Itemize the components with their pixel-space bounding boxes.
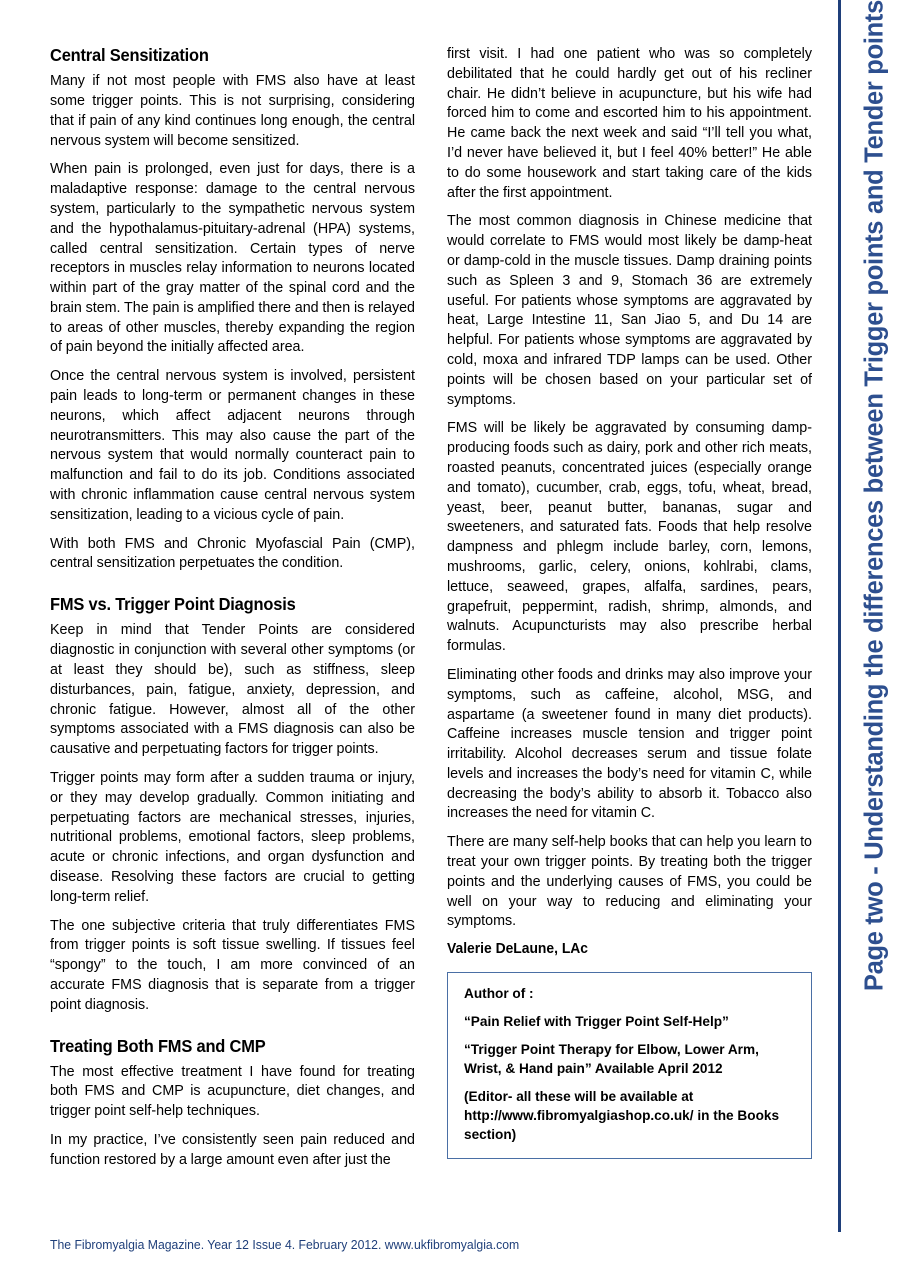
vertical-title-area [848, 0, 904, 1232]
paragraph: With both FMS and Chronic Myofascial Pain (CMP), central sensitization perpetuates the condition. [50, 535, 415, 572]
paragraph: When pain is prolonged, even just for days, there is a maladaptive response: damage to the central nervous system, particularly to the sympathetic nervous system and the hypothalamus-pituitary-adrenal (HPA) systems, called central sensitization. Certain types of nerve receptors in muscles relay information to neurons located within part of the gray matter of the spinal cord and the brain stem. The pain is amplified there and then is relayed to areas of other muscles, thereby expanding the region of pain beyond the initially affected area. [50, 161, 415, 356]
paragraph: first visit. I had one patient who was so completely debilitated that he could hardly get out of his recliner chair. He didn’t believe in acupuncture, but his wife had forced him to come and escorted him to his appointment. He came back the next week and said “I’ll tell you what, I’d never have believed it, but I feel 40% better!” He able to do some housework and start taking care of the kids after the first appointment. [447, 46, 812, 201]
paragraph: Trigger points may form after a sudden trauma or injury, or they may develop gradually. Common initiating and perpetuating factors are mechanical stresses, injuries, nutritional problems, emotional factors, sleep problems, acute or chronic infections, and organ dysfunction and disease. Resolving these factors are crucial to getting long-term relief. [50, 769, 415, 905]
heading-fms-vs-trigger-point-diagnosis: FMS vs. Trigger Point Diagnosis [50, 594, 296, 615]
author-box-line: Author of : [464, 986, 534, 1003]
heading-treating-both-fms-and-cmp: Treating Both FMS and CMP [50, 1035, 266, 1056]
right-column [447, 45, 812, 1159]
vertical-page-title: Page two - Understanding the differences between Trigger points and Tender points [860, 0, 889, 992]
left-column [50, 45, 415, 1171]
author-box-line: (Editor- all these will be available at http://www.fibromyalgiashop.co.uk/ in the Books section) [464, 1088, 780, 1143]
paragraph: The most effective treatment I have found for treating both FMS and CMP is acupuncture, diet changes, and trigger point self-help techniques. [50, 1063, 415, 1120]
vertical-rule [838, 0, 841, 1232]
page-footer: The Fibromyalgia Magazine. Year 12 Issue 4. February 2012. www.ukfibromyalgia.com [50, 1238, 520, 1252]
paragraph: The most common diagnosis in Chinese medicine that would correlate to FMS would most likely be damp-heat or damp-cold in the muscle tissues. Damp draining points such as Spleen 3 and 9, Stomach 36 are extremely useful. For patients whose symptoms are aggravated by heat, Large Intestine 11, San Jiao 5, and Du 14 are helpful. For patients whose symptoms are aggravated by cold, moxa and infrared TDP lamps can be used. Other points will be chosen based on your particular set of symptoms. [447, 213, 812, 408]
author-box-line: “Trigger Point Therapy for Elbow, Lower Arm, Wrist, & Hand pain” Available April 2012 [464, 1042, 759, 1077]
paragraph: Once the central nervous system is involved, persistent pain leads to long-term or permanent changes in these neurons, which affect adjacent neurons through neurotransmitters. This may also cause the part of the nervous system that would normally counteract pain to malfunction and fail to do its job. Conditions associated with chronic inflammation cause central nervous system sensitization, leading to a vicious cycle of pain. [50, 368, 415, 523]
paragraph: FMS will be likely be aggravated by consuming damp-producing foods such as dairy, pork and other rich meats, roasted peanuts, concentrated juices (especially orange and tomato), cucumber, crab, eggs, tofu, wheat, bread, yeast, beer, peanut butter, bananas, sugar and sweeteners, and saturated fats. Foods that help resolve dampness and phlegm include barley, corn, lemons, mushrooms, garlic, celery, onions, kohlrabi, clams, lettuce, seaweed, grapes, alfalfa, sardines, pears, grapefruit, peppermint, radish, shrimp, almonds, and walnuts. Acupuncturists may also prescribe herbal formulas. [447, 420, 812, 655]
author-info-box [447, 972, 812, 1159]
paragraph: Keep in mind that Tender Points are considered diagnostic in conjunction with several other symptoms (or at least they should be), such as stiffness, sleep disturbances, pain, fatigue, anxiety, depression, and chronic fatigue. However, almost all of the other symptoms associated with a FMS diagnosis can also be causative and perpetuating factors for trigger points. [50, 622, 415, 758]
paragraph: The one subjective criteria that truly differentiates FMS from trigger points is soft tissue swelling. If tissues feel “spongy” to the touch, I am more convinced of an accurate FMS diagnosis that is separate from a trigger point diagnosis. [50, 917, 415, 1013]
paragraph: In my practice, I’ve consistently seen pain reduced and function restored by a large amount even after just the [50, 1132, 415, 1168]
article-columns [50, 45, 810, 1220]
paragraph: Eliminating other foods and drinks may also improve your symptoms, such as caffeine, alcohol, MSG, and aspartame (a sweetener found in many diet products). Caffeine increases muscle tension and trigger point irritability. Alcohol decreases serum and tissue folate levels and increases the body’s need for vitamin C, while decreasing the body’s ability to absorb it. Tobacco also increases the need for vitamin C. [447, 666, 812, 822]
author-byline: Valerie DeLaune, LAc [447, 941, 589, 958]
heading-central-sensitization: Central Sensitization [50, 45, 209, 65]
paragraph: Many if not most people with FMS also have at least some trigger points. This is not surprising, considering that if pain of any kind continues long enough, the central nervous system will become sensitized. [50, 73, 415, 149]
author-box-line: “Pain Relief with Trigger Point Self-Help” [464, 1014, 729, 1031]
paragraph: There are many self-help books that can help you learn to treat your own trigger points. By treating both the trigger points and the underlying causes of FMS, you could be well on your way to reducing and eliminating your symptoms. [447, 834, 812, 930]
